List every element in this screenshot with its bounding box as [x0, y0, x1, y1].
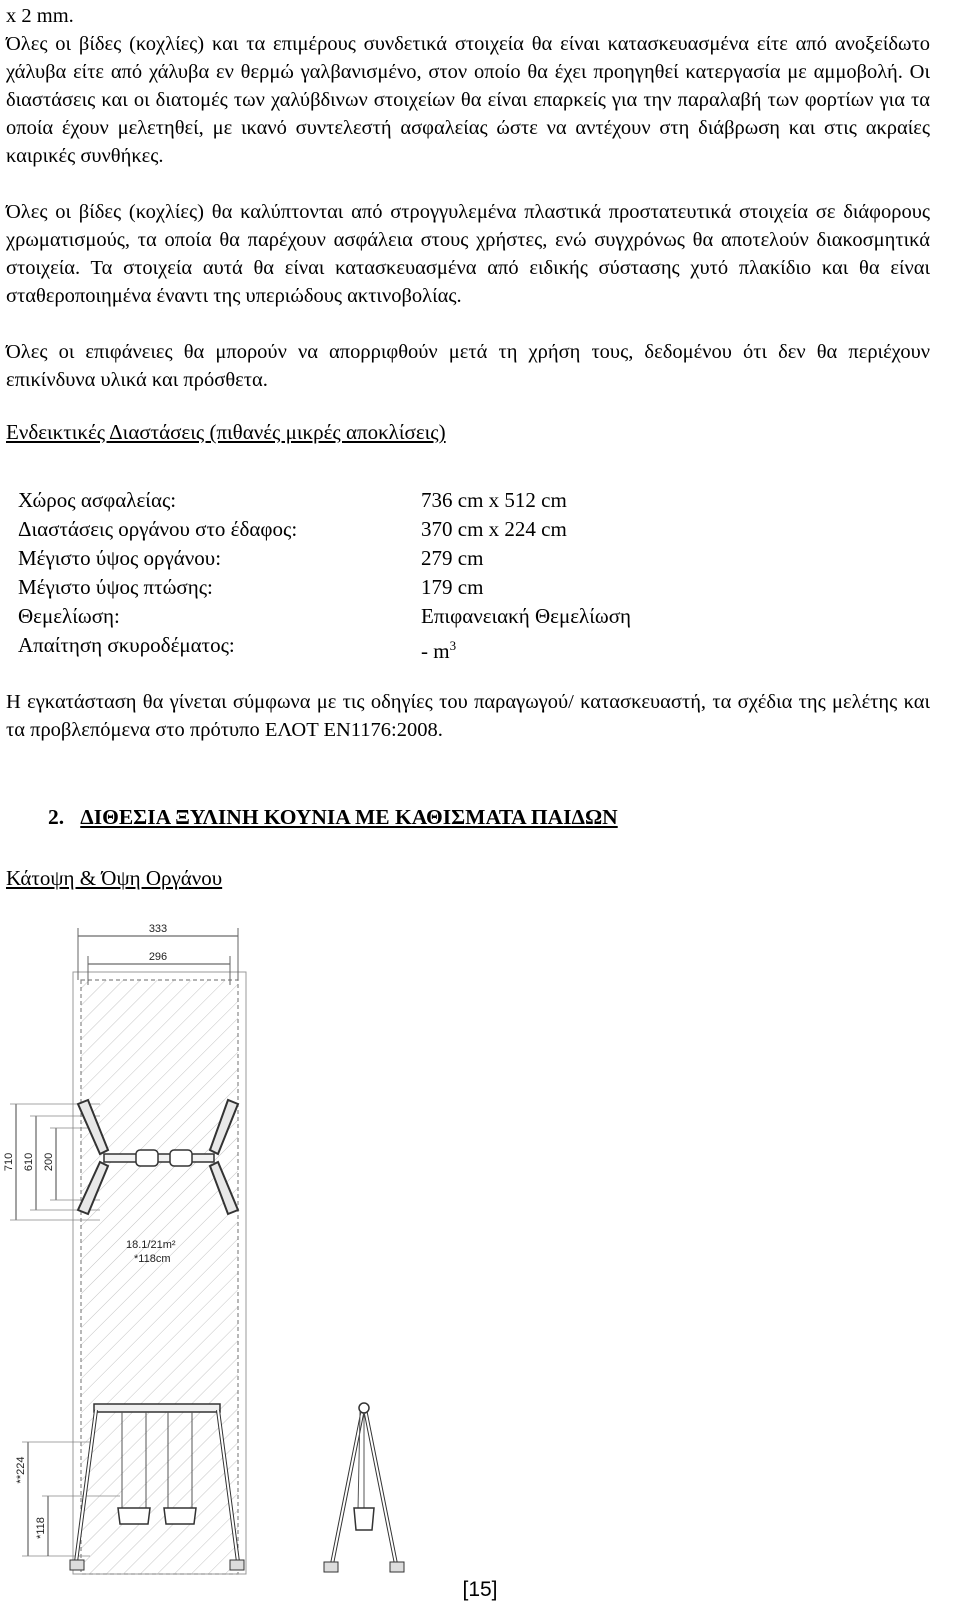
- dim-left-mid: 610: [23, 1152, 35, 1172]
- spec-label: Μέγιστο ύψος πτώσης:: [18, 575, 213, 599]
- page-number: [15]: [462, 1578, 498, 1601]
- section-title-text: ΔΙΘΕΣΙΑ ΞΥΛΙΝΗ ΚΟΥΝΙΑ ΜΕ ΚΑΘΙΣΜΑΤΑ ΠΑΙΔΩΝ: [80, 805, 618, 829]
- spec-label: Θεμελίωση:: [18, 604, 120, 628]
- spec-value: 370 cm x 224 cm: [421, 517, 567, 541]
- dim-left-inner: 200: [43, 1152, 55, 1172]
- dimensions-heading: Ενδεικτικές Διαστάσεις (πιθανές μικρές αποκλίσεις): [6, 420, 446, 444]
- seat-plan: [170, 1150, 192, 1166]
- spec-value: 279 cm: [421, 546, 484, 570]
- drawing-heading: Κάτοψη & Όψη Οργάνου: [6, 866, 223, 890]
- height-label: *118cm: [134, 1253, 171, 1265]
- superscript-3: 3: [449, 638, 457, 653]
- paragraph-materials: Όλες οι βίδες (κοχλίες) και τα επιμέρους συνδετικά στοιχεία θα είναι κατασκευασμένα είτε από ανοξείδωτο χάλυβα είτε από χάλυβα εν θερμώ γαλβανισμένο, στον οποίο θα έχει προηγηθεί κατεργασία με αμμοβολή. Οι διαστάσεις και οι διατομές των χαλύβδινων στοιχείων θα είναι επαρκείς για την παραλαβή των φορτίων για τα οποία έχουν μελετηθεί, με ικανό συντελεστή ασφαλείας ώστε να αντέχουν στη διάβρωση και στις ακραίες καιρικές συνθήκες.: [6, 33, 930, 167]
- spec-value: Επιφανειακή Θεμελίωση: [421, 604, 631, 628]
- spec-value: 179 cm: [421, 575, 484, 599]
- dim-elevation-outer: **224: [15, 1456, 27, 1484]
- area-label: 18.1/21m²: [126, 1239, 176, 1251]
- seat-plan: [136, 1150, 158, 1166]
- spec-value-text: - m: [421, 639, 450, 663]
- paragraph-bolt-covers: Όλες οι βίδες (κοχλίες) θα καλύπτονται από στρογγυλεμένα πλαστικά προστατευτικά στοιχεία σε διάφορους χρωματισμούς, τα οποία θα παρέχουν ασφάλεια στους χρήστες, ενώ συγχρόνως θα αποτελούν διακοσμητικά στοιχεία. Τα στοιχεία αυτά θα είναι κατασκευασμένα από ειδικής σύστασης χυτό πλακίδιο και θα είναι σταθεροποιημένα έναντι της υπεριώδους ακτινοβολίας.: [6, 201, 930, 307]
- spec-label: Απαίτηση σκυροδέματος:: [18, 633, 235, 657]
- paragraph-fragment: x 2 mm.: [6, 5, 74, 27]
- paragraph-installation: Η εγκατάσταση θα γίνεται σύμφωνα με τις οδηγίες του παραγωγού/ κατασκευαστή, τα σχέδια της μελέτης και τα προβλεπόμενα στο πρότυπο ΕΛΟΤ ΕΝ1176:2008.: [6, 691, 930, 741]
- section-number: 2.: [48, 805, 65, 829]
- dim-left-outer: 710: [3, 1152, 15, 1172]
- paragraph-disposal: Όλες οι επιφάνειες θα μπορούν να απορριφθούν μετά τη χρήση τους, δεδομένου ότι δεν θα περιέχουν επικίνδυνα υλικά και πρόσθετα.: [6, 341, 930, 391]
- dim-top-inner: 296: [148, 951, 168, 963]
- dim-top-outer: 333: [148, 923, 168, 935]
- spec-label: Διαστάσεις οργάνου στο έδαφος:: [18, 517, 298, 541]
- spec-label: Χώρος ασφαλείας:: [18, 488, 177, 512]
- spec-value: 736 cm x 512 cm: [421, 488, 567, 512]
- top-beam-plan: [104, 1154, 214, 1162]
- dim-elevation-inner: *118: [35, 1517, 47, 1539]
- spec-label: Μέγιστο ύψος οργάνου:: [18, 546, 222, 570]
